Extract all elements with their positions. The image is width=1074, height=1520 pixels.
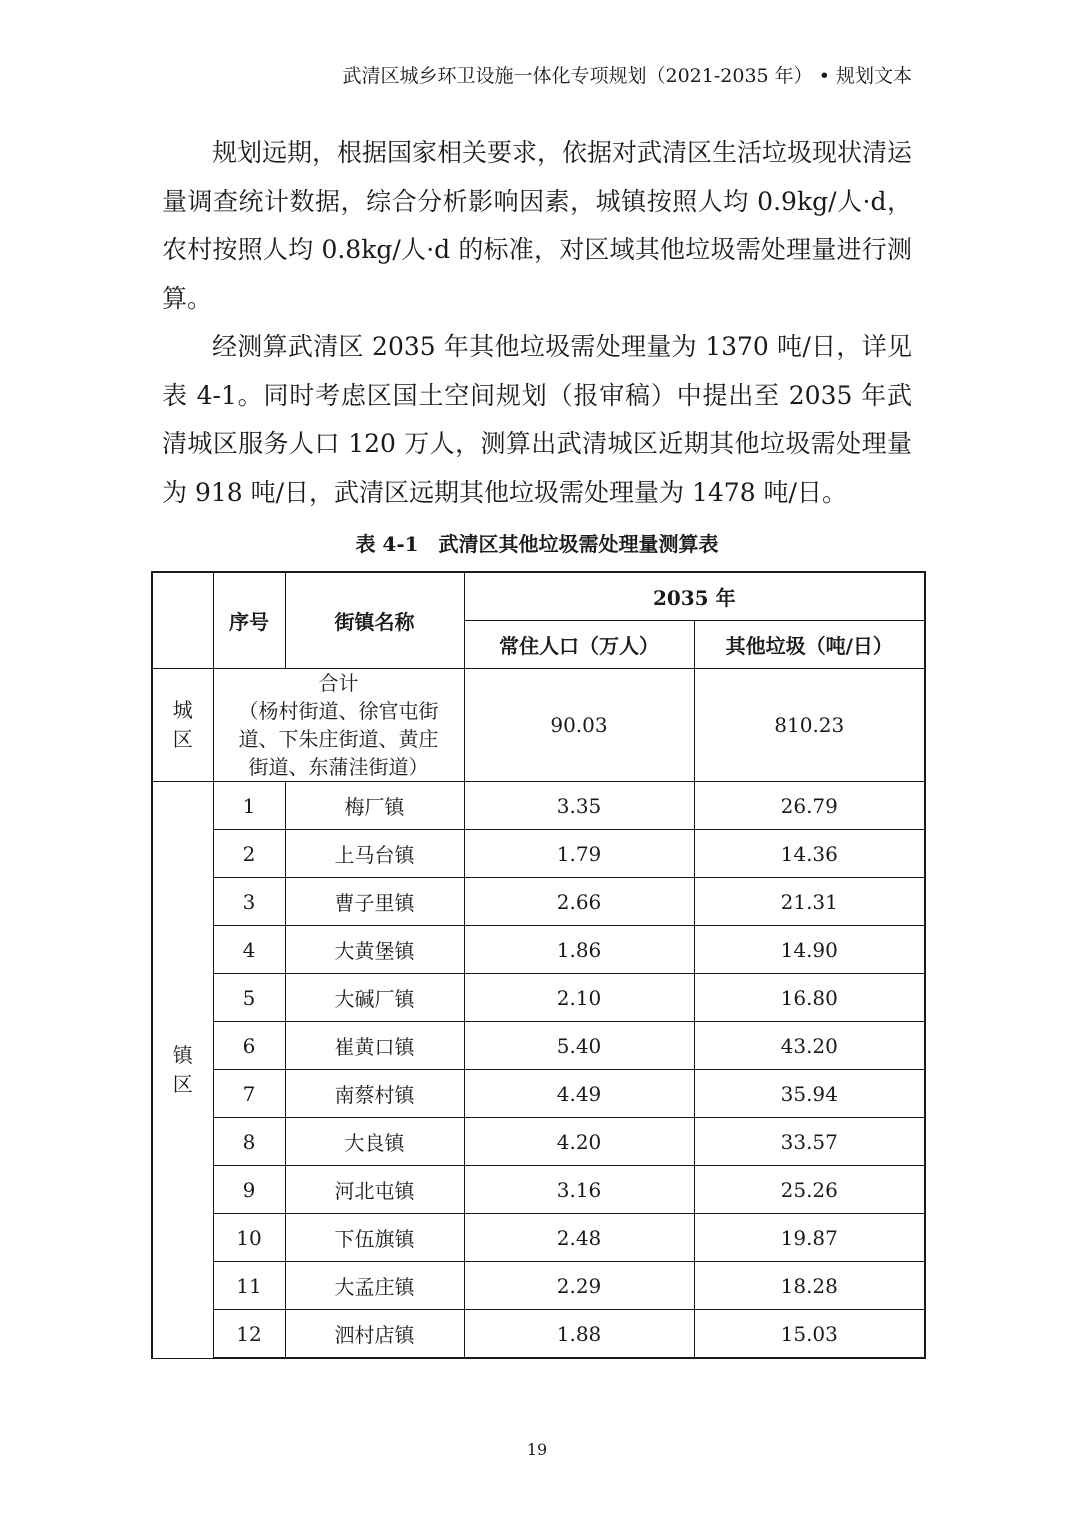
- row-seq: 7: [213, 1070, 285, 1118]
- paragraph-1: 规划远期，根据国家相关要求，依据对武清区生活垃圾现状清运量调查统计数据，综合分析影响因素，城镇按照人均 0.9kg/人·d，农村按照人均 0.8kg/人·d 的标准，对区域其他垃圾需处理量进行测算。: [162, 138, 913, 313]
- city-garbage: 810.23: [694, 669, 925, 782]
- city-label-char-2: 区: [172, 727, 193, 751]
- page-number: 19: [526, 1440, 548, 1459]
- row-seq: 12: [213, 1310, 285, 1359]
- running-header: [212, 63, 912, 89]
- header-title: 武清区城乡环卫设施一体化专项规划（2021-2035 年）: [342, 65, 813, 87]
- table-row: [152, 1262, 925, 1310]
- seq-header: 序号: [213, 572, 285, 669]
- row-town-name: 南蔡村镇: [285, 1070, 464, 1118]
- row-garbage: 33.57: [694, 1118, 925, 1166]
- row-garbage: 14.36: [694, 830, 925, 878]
- row-population: 1.79: [464, 830, 694, 878]
- city-group-label: [152, 669, 213, 782]
- paragraph-2: 经测算武清区 2035 年其他垃圾需处理量为 1370 吨/日，详见表 4-1。同时考虑区国土空间规划（报审稿）中提出至 2035 年武清城区服务人口 120 万人，测算出武清城区近期其他垃圾需处理量为 918 吨/日，武清区远期其他垃圾需处理量为 1478 吨/日。: [162, 332, 912, 507]
- row-seq: 10: [213, 1214, 285, 1262]
- row-town-name: 梅厂镇: [285, 782, 464, 830]
- row-population: 2.29: [464, 1262, 694, 1310]
- table-row: [152, 1022, 925, 1070]
- row-garbage: 19.87: [694, 1214, 925, 1262]
- table-row: [152, 1166, 925, 1214]
- row-town-name: 大黄堡镇: [285, 926, 464, 974]
- row-seq: 3: [213, 878, 285, 926]
- row-population: 2.48: [464, 1214, 694, 1262]
- row-population: 2.10: [464, 974, 694, 1022]
- row-garbage: 21.31: [694, 878, 925, 926]
- row-garbage: 15.03: [694, 1310, 925, 1359]
- row-town-name: 大孟庄镇: [285, 1262, 464, 1310]
- city-row: [152, 669, 925, 782]
- row-population: 5.40: [464, 1022, 694, 1070]
- row-garbage: 25.26: [694, 1166, 925, 1214]
- city-label-char-1: 城: [172, 698, 193, 722]
- town-group-label: [152, 782, 213, 1359]
- group-header-cell: [152, 572, 213, 669]
- table-row: [152, 1070, 925, 1118]
- table-row: [152, 878, 925, 926]
- town-rows: [152, 782, 925, 1359]
- row-town-name: 大良镇: [285, 1118, 464, 1166]
- population-header: 常住人口（万人）: [464, 621, 694, 669]
- garbage-header: 其他垃圾（吨/日）: [694, 621, 925, 669]
- table-caption: 表 4-1 武清区其他垃圾需处理量测算表: [355, 532, 719, 556]
- table-row: [152, 782, 925, 830]
- row-seq: 11: [213, 1262, 285, 1310]
- town-label-char-2: 区: [172, 1071, 193, 1096]
- row-garbage: 14.90: [694, 926, 925, 974]
- row-town-name: 上马台镇: [285, 830, 464, 878]
- table-header-row: [152, 572, 925, 621]
- row-garbage: 18.28: [694, 1262, 925, 1310]
- row-seq: 1: [213, 782, 285, 830]
- table-row: [152, 1310, 925, 1359]
- table-row: [152, 1118, 925, 1166]
- row-garbage: 43.20: [694, 1022, 925, 1070]
- table-row: [152, 974, 925, 1022]
- row-town-name: 下伍旗镇: [285, 1214, 464, 1262]
- body-text: [162, 129, 912, 517]
- row-town-name: 崔黄口镇: [285, 1022, 464, 1070]
- row-garbage: 35.94: [694, 1070, 925, 1118]
- row-population: 1.88: [464, 1310, 694, 1359]
- row-seq: 8: [213, 1118, 285, 1166]
- name-header: 街镇名称: [285, 572, 464, 669]
- row-seq: 4: [213, 926, 285, 974]
- header-separator: •: [818, 65, 830, 87]
- row-town-name: 曹子里镇: [285, 878, 464, 926]
- table-row: [152, 926, 925, 974]
- row-town-name: 泗村店镇: [285, 1310, 464, 1359]
- year-header: 2035 年: [464, 572, 925, 621]
- header-rule: [162, 103, 912, 104]
- row-population: 2.66: [464, 878, 694, 926]
- row-garbage: 26.79: [694, 782, 925, 830]
- row-seq: 6: [213, 1022, 285, 1070]
- row-town-name: 大碱厂镇: [285, 974, 464, 1022]
- header-section: 规划文本: [835, 65, 912, 87]
- row-population: 4.49: [464, 1070, 694, 1118]
- city-name-line: （杨村街道、徐官屯街: [238, 699, 439, 723]
- row-population: 3.35: [464, 782, 694, 830]
- city-name-cell: [213, 669, 464, 782]
- row-seq: 5: [213, 974, 285, 1022]
- row-population: 1.86: [464, 926, 694, 974]
- row-population: 4.20: [464, 1118, 694, 1166]
- town-label-char-1: 镇: [172, 1042, 193, 1067]
- city-name-line: 道、下朱庄街道、黄庄: [238, 727, 439, 751]
- garbage-estimate-table: [151, 571, 926, 1359]
- table-row: [152, 830, 925, 878]
- city-name-line: 合计: [318, 671, 359, 695]
- row-garbage: 16.80: [694, 974, 925, 1022]
- row-town-name: 河北屯镇: [285, 1166, 464, 1214]
- table-row: [152, 1214, 925, 1262]
- city-name-line: 街道、东蒲洼街道）: [248, 755, 429, 779]
- row-seq: 2: [213, 830, 285, 878]
- city-population: 90.03: [464, 669, 694, 782]
- row-seq: 9: [213, 1166, 285, 1214]
- row-population: 3.16: [464, 1166, 694, 1214]
